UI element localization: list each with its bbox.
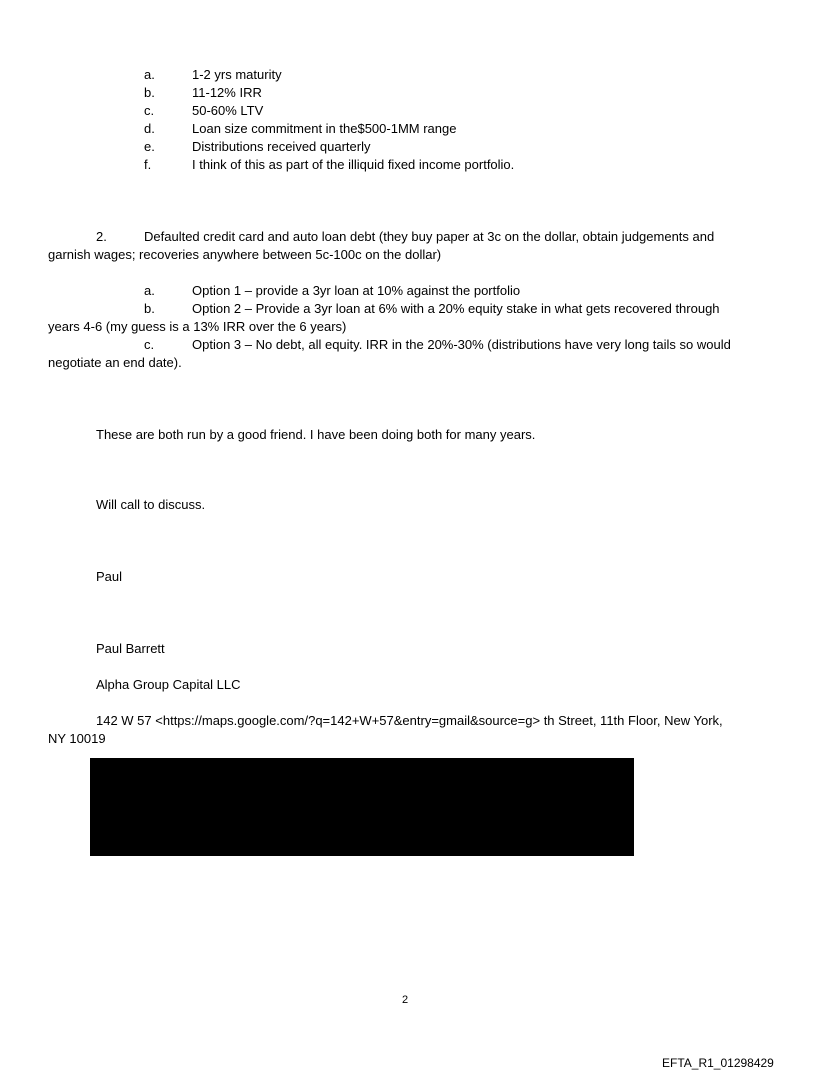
list-item: Distributions received quarterly bbox=[192, 139, 371, 154]
page-number: 2 bbox=[402, 994, 409, 1006]
list-item: Loan size commitment in the$500-1MM range bbox=[192, 121, 457, 136]
option-line1: Option 1 – provide a 3yr loan at 10% against the portfolio bbox=[192, 283, 521, 298]
list-marker: c. bbox=[144, 103, 155, 118]
signature-company: Alpha Group Capital LLC bbox=[96, 677, 241, 692]
list-marker: e. bbox=[144, 139, 155, 154]
item2-line2: garnish wages; recoveries anywhere between 5c-100c on the dollar) bbox=[48, 247, 442, 262]
document-id: EFTA_R1_01298429 bbox=[662, 1056, 774, 1070]
option-line2: negotiate an end date). bbox=[48, 355, 182, 370]
list-item: 11-12% IRR bbox=[192, 85, 262, 100]
redaction-block bbox=[90, 758, 634, 856]
paragraph-friend: These are both run by a good friend. I have been doing both for many years. bbox=[96, 427, 536, 442]
list-marker: b. bbox=[144, 85, 155, 100]
option-line1: Option 2 – Provide a 3yr loan at 6% with a 20% equity stake in what gets recovered through bbox=[192, 301, 720, 316]
list-item: 50-60% LTV bbox=[192, 103, 264, 118]
option-marker: a. bbox=[144, 283, 155, 298]
item-number: 2. bbox=[96, 229, 107, 244]
signature-address-line2: NY 10019 bbox=[48, 731, 106, 746]
paragraph-call: Will call to discuss. bbox=[96, 497, 206, 512]
list-item: 1-2 yrs maturity bbox=[192, 67, 282, 82]
option-marker: b. bbox=[144, 301, 155, 316]
list-item: I think of this as part of the illiquid fixed income portfolio. bbox=[192, 157, 515, 172]
option-line2: years 4-6 (my guess is a 13% IRR over the 6 years) bbox=[48, 319, 347, 334]
list-marker: d. bbox=[144, 121, 155, 136]
item2-line1: Defaulted credit card and auto loan debt (they buy paper at 3c on the dollar, obtain judgements and bbox=[144, 229, 715, 244]
signature-address-line1: 142 W 57 <https://maps.google.com/?q=142+W+57&entry=gmail&source=g> th Street, 11th Floor, New York, bbox=[96, 713, 723, 728]
option-marker: c. bbox=[144, 337, 155, 352]
list-marker: a. bbox=[144, 67, 155, 82]
list-marker: f. bbox=[144, 157, 152, 172]
signature-name: Paul Barrett bbox=[96, 641, 165, 656]
signoff: Paul bbox=[96, 569, 123, 584]
option-line1: Option 3 – No debt, all equity. IRR in the 20%-30% (distributions have very long tails so would bbox=[192, 337, 731, 352]
